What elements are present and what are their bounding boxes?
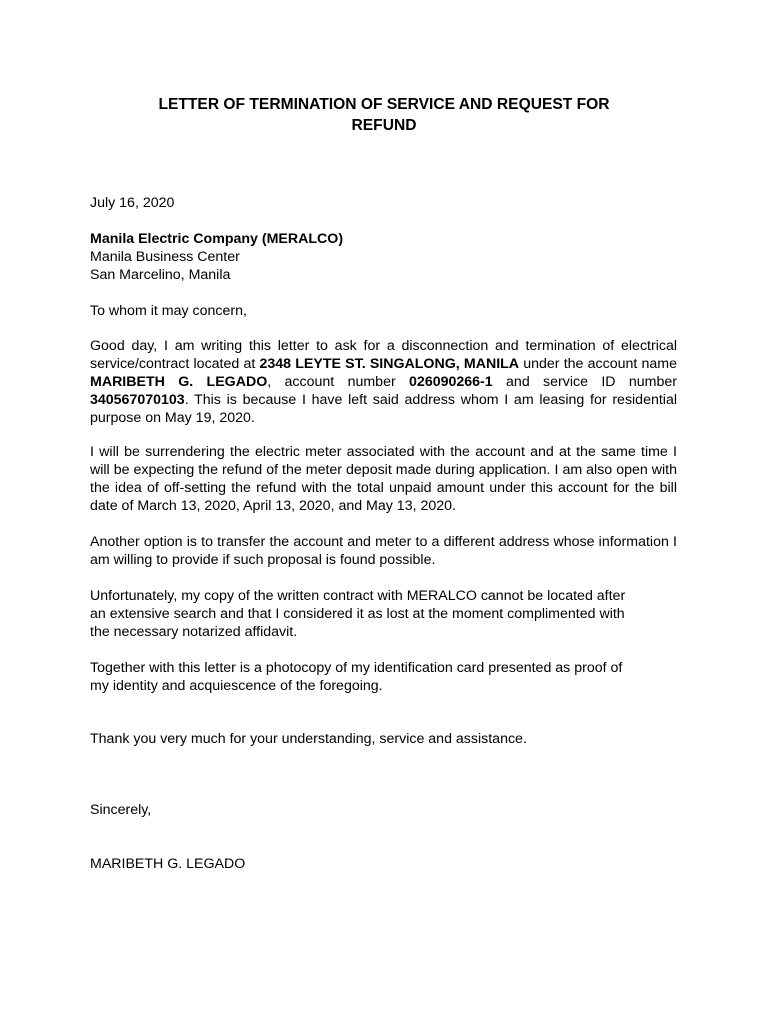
recipient-address-line-1: Manila Business Center xyxy=(90,249,240,265)
service-address: 2348 LEYTE ST. SINGALONG, MANILA xyxy=(259,356,520,372)
recipient-address-block xyxy=(90,230,677,284)
paragraph-identification xyxy=(90,659,677,695)
paragraph-line: my identity and acquiescence of the foregoing. xyxy=(90,678,383,694)
paragraph-line: Together with this letter is a photocopy of my identification card presented as proof of xyxy=(90,660,623,676)
paragraph-line: the necessary notarized affidavit. xyxy=(90,624,298,640)
paragraph-transfer-option: Another option is to transfer the account and meter to a different address whose information I am willing to provide if such proposal is found possible. xyxy=(90,534,677,568)
paragraph-line: an extensive search and that I considered it as lost at the moment complimented with xyxy=(90,606,625,622)
signature-name: MARIBETH G. LEGADO xyxy=(90,856,246,872)
service-id: 340567070103 xyxy=(90,392,185,408)
account-number: 026090266-1 xyxy=(409,374,493,390)
thank-you-line: Thank you very much for your understanding, service and assistance. xyxy=(90,731,527,747)
closing: Sincerely, xyxy=(90,802,152,818)
paragraph-meter-refund: I will be surrendering the electric meter associated with the account and at the same time I will be expecting the refund of the meter deposit made during application. I am also open with the idea of off-setting the refund with the total unpaid amount under this account for the bill date of March 13, 2020, April 13, 2020, and May 13, 2020. xyxy=(90,444,677,514)
account-name: MARIBETH G. LEGADO xyxy=(90,374,268,390)
recipient-address-line-2: San Marcelino, Manila xyxy=(90,267,231,283)
title-line-1: LETTER OF TERMINATION OF SERVICE AND REQUEST FOR xyxy=(158,96,610,113)
paragraph-disconnection-request: Good day, I am writing this letter to ask for a disconnection and termination of electrical service/contract located at 2348 LEYTE ST. SINGALONG, MANILA under the account name MARIBETH G. LEGADO, account number 026090266-1 and service ID number 340567070103. This is because I have left said address whom I am leasing for residential purpose on May 19, 2020. xyxy=(90,338,677,426)
title-line-2: REFUND xyxy=(351,117,417,134)
salutation: To whom it may concern, xyxy=(90,303,247,319)
paragraph-line: Unfortunately, my copy of the written contract with MERALCO cannot be located after xyxy=(90,588,626,604)
paragraph-lost-contract xyxy=(90,587,677,641)
recipient-company: Manila Electric Company (MERALCO) xyxy=(90,231,344,247)
letter-title xyxy=(110,94,658,136)
letter-date: July 16, 2020 xyxy=(90,195,175,211)
